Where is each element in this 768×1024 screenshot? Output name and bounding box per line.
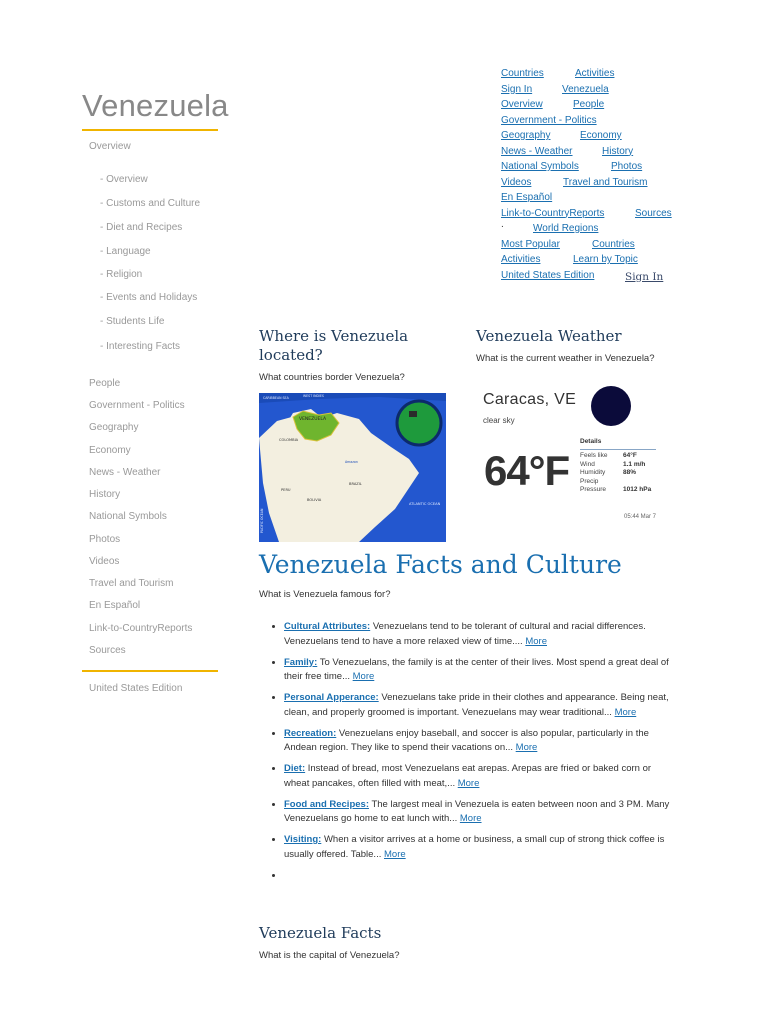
weather-detail-row xyxy=(580,452,651,461)
map-label-peru: PERU xyxy=(281,488,291,492)
fact-more-link[interactable]: More xyxy=(515,742,538,753)
map-label-colombia: COLOMBIA xyxy=(279,438,299,442)
site-title[interactable]: Venezuela xyxy=(82,88,229,123)
map-label-bolivia: BOLIVIA xyxy=(307,498,322,502)
weather-detail-label: Precip xyxy=(580,477,599,485)
weather-detail-value: 64°F xyxy=(623,452,637,459)
fact-text: When a visitor arrives at a home or business, a small cup of strong thick coffee is usually offered. Table... xyxy=(284,834,665,860)
sidebar-subitem-diet-and-recipes[interactable]: - Diet and Recipes xyxy=(100,222,183,233)
fact-text: To Venezuelans, the family is at the center of their lives. Most spend a great deal of their free time... xyxy=(284,656,669,682)
top-nav-row xyxy=(501,82,681,98)
top-nav-row xyxy=(501,221,681,237)
weather-detail-label: Feels like xyxy=(580,452,608,459)
top-nav-link-overview[interactable]: Overview xyxy=(501,99,543,110)
top-nav-link-countries[interactable]: Countries xyxy=(501,68,544,79)
top-nav-link-travel-and-tourism[interactable]: Travel and Tourism xyxy=(563,176,648,188)
fact-label-link[interactable]: Food and Recipes: xyxy=(284,798,369,810)
weather-description: clear sky xyxy=(483,416,515,425)
sidebar-item-national-symbols[interactable]: National Symbols xyxy=(89,511,167,522)
fact-text: Venezuelans tend to be tolerant of cultural and racial differences. Venezuelans tend to have a more relaxed view of time.... xyxy=(284,621,646,647)
map-label-amazon: Amazon xyxy=(345,460,358,464)
map-label-ocean: ATLANTIC OCEAN xyxy=(409,502,441,506)
map-label-sea: CARIBBEAN SEA xyxy=(263,396,289,400)
weather-detail-value: 1012 hPa xyxy=(623,486,652,494)
weather-detail-label: Pressure xyxy=(580,486,607,494)
top-nav-link-government-politics[interactable]: Government - Politics xyxy=(501,114,597,126)
top-nav-link-activities[interactable]: Activities xyxy=(501,254,541,265)
top-nav-link-people[interactable]: People xyxy=(573,99,605,110)
top-nav-row xyxy=(501,144,681,160)
map-graphic xyxy=(259,393,446,542)
weather-heading: Venezuela Weather xyxy=(476,327,622,345)
fact-label-link[interactable]: Diet: xyxy=(284,763,306,774)
sidebar-item-people[interactable]: People xyxy=(89,378,121,389)
weather-detail-label: Wind xyxy=(580,460,595,468)
sidebar-item-geography[interactable]: Geography xyxy=(89,422,139,433)
top-nav-link-videos[interactable]: Videos xyxy=(501,176,532,188)
top-nav-link-united-states-edition[interactable]: United States Edition xyxy=(501,269,595,281)
top-nav-row xyxy=(501,97,681,113)
top-nav-link-countries[interactable]: Countries xyxy=(592,238,635,250)
fact-label-link[interactable]: Family: xyxy=(284,656,318,668)
fact-item xyxy=(284,798,679,827)
weather-temperature: 64°F xyxy=(484,447,570,494)
fact-more-link[interactable]: More xyxy=(459,813,482,824)
fact-text: Venezuelans enjoy baseball, and soccer is also popular, particularly in the Andean region. They like to spend their vacations on... xyxy=(284,727,649,753)
top-nav-row xyxy=(501,66,681,82)
venezuela-map-image[interactable] xyxy=(259,393,446,542)
fact-label-link[interactable]: Recreation: xyxy=(284,727,337,739)
map-label-pacific: PACIFIC OCEAN xyxy=(260,508,264,533)
weather-detail-value: 1.1 m/h xyxy=(623,460,646,468)
sidebar-item-link-to-countryreports[interactable]: Link-to-CountryReports xyxy=(89,623,193,634)
weather-timestamp: 05:44 Mar 7 xyxy=(624,514,657,520)
fact-item xyxy=(284,762,679,791)
fact-label-link[interactable]: Visiting: xyxy=(284,834,322,845)
title-divider xyxy=(82,129,218,131)
fact-item-empty xyxy=(284,869,679,884)
weather-details-divider xyxy=(580,449,656,450)
weather-city: Caracas, VE xyxy=(483,391,577,408)
weather-details-table xyxy=(580,452,651,495)
fact-item xyxy=(284,656,679,685)
fact-text: Venezuelans take pride in their clothes and appearance. Being neat, clean, and properly groomed is important. Venezuelans may wear traditional... xyxy=(284,692,669,718)
map-label-brazil: BRAZIL xyxy=(349,482,362,486)
sidebar-item-economy[interactable]: Economy xyxy=(89,445,131,456)
facts-subtitle: What is Venezuela famous for? xyxy=(259,589,391,600)
top-nav-link-sign-in[interactable]: Sign In xyxy=(501,83,533,95)
venezuela-facts-subtitle: What is the capital of Venezuela? xyxy=(259,950,400,961)
sidebar-item-travel-and-tourism[interactable]: Travel and Tourism xyxy=(89,578,174,589)
top-nav-link-economy[interactable]: Economy xyxy=(580,130,622,141)
fact-more-link[interactable]: More xyxy=(525,635,547,647)
top-nav-link-learn-by-topic[interactable]: Learn by Topic xyxy=(573,254,638,265)
sidebar-divider xyxy=(82,670,218,672)
fact-more-link[interactable]: More xyxy=(384,848,406,860)
sidebar-subitem-customs-and-culture[interactable]: - Customs and Culture xyxy=(100,198,201,209)
weather-subtitle: What is the current weather in Venezuela? xyxy=(476,353,655,364)
top-nav-link-activities[interactable]: Activities xyxy=(575,68,615,79)
top-nav-row xyxy=(501,190,681,206)
fact-item xyxy=(284,727,679,756)
map-label-west-indies: WEST INDIES xyxy=(303,394,324,398)
weather-detail-value: 88% xyxy=(623,469,637,477)
location-subtitle: What countries border Venezuela? xyxy=(259,372,405,383)
top-nav-link-news-weather[interactable]: News - Weather xyxy=(501,145,573,157)
sidebar-subitem-students-life[interactable]: - Students Life xyxy=(100,316,165,327)
top-nav-link-sources[interactable]: Sources xyxy=(635,207,672,219)
fact-text: Instead of bread, most Venezuelans eat arepas. Arepas are fried or baked corn or wheat pancakes, often filled with meat,... xyxy=(284,763,652,789)
sidebar-subitem-religion[interactable]: - Religion xyxy=(100,269,143,280)
top-nav-row xyxy=(501,206,681,222)
sidebar-item-edition[interactable]: United States Edition xyxy=(89,683,183,694)
top-nav-link-photos[interactable]: Photos xyxy=(611,161,643,172)
fact-item xyxy=(284,833,679,862)
location-heading: Where is Venezuela located? xyxy=(259,327,409,364)
map-label-venezuela: VENEZUELA xyxy=(299,417,327,422)
top-nav-link-world-regions[interactable]: World Regions xyxy=(533,223,599,234)
weather-detail-value xyxy=(623,478,651,487)
weather-detail-row xyxy=(580,461,651,470)
weather-detail-label: Humidity xyxy=(580,469,606,477)
fact-label-link[interactable]: Personal Apperance: xyxy=(284,692,379,703)
top-nav-link-en-espa-ol[interactable]: En Español xyxy=(501,192,553,203)
facts-heading: Venezuela Facts and Culture xyxy=(259,550,622,579)
fact-item xyxy=(284,620,679,649)
facts-list xyxy=(271,620,679,890)
top-nav-link-venezuela[interactable]: Venezuela xyxy=(562,83,609,95)
sidebar-item-overview[interactable]: Overview xyxy=(89,141,131,152)
top-nav-row xyxy=(501,159,681,175)
top-nav-link-sign-in[interactable]: Sign In xyxy=(625,270,664,283)
top-nav-link-history[interactable]: History xyxy=(602,145,634,157)
sidebar-item-sources[interactable]: Sources xyxy=(89,645,126,656)
top-nav-link-national-symbols[interactable]: National Symbols xyxy=(501,161,579,172)
sidebar-item-news-weather[interactable]: News - Weather xyxy=(89,467,161,478)
weather-details-heading: Details xyxy=(580,438,602,445)
fact-item xyxy=(284,691,679,720)
weather-detail-row xyxy=(580,486,651,495)
top-nav-row xyxy=(501,268,681,284)
top-nav-link-link-to-countryreports[interactable]: Link-to-CountryReports xyxy=(501,207,605,219)
fact-label-link[interactable]: Cultural Attributes: xyxy=(284,621,371,632)
sidebar-item-history[interactable]: History xyxy=(89,489,121,500)
fact-text: The largest meal in Venezuela is eaten between noon and 3 PM. Many Venezuelans go home to eat lunch with... xyxy=(284,798,670,824)
top-nav xyxy=(501,66,681,283)
sidebar-subitem-events-and-holidays[interactable]: - Events and Holidays xyxy=(100,292,198,303)
fact-more-link[interactable]: More xyxy=(352,671,375,682)
top-nav-row xyxy=(501,113,681,129)
weather-detail-row xyxy=(580,478,651,487)
top-nav-row xyxy=(501,128,681,144)
sidebar-subitem-overview[interactable]: - Overview xyxy=(100,174,148,185)
sidebar-item-photos[interactable]: Photos xyxy=(89,534,121,545)
sidebar-item-en-espa-ol[interactable]: En Español xyxy=(89,600,141,611)
sidebar-item-government-politics[interactable]: Government - Politics xyxy=(89,400,185,411)
top-nav-link-most-popular[interactable]: Most Popular xyxy=(501,238,560,250)
fact-more-link[interactable]: More xyxy=(614,706,637,718)
night-clear-icon xyxy=(591,386,631,426)
top-nav-row xyxy=(501,175,681,191)
top-nav-link-geography[interactable]: Geography xyxy=(501,130,551,141)
top-nav-row xyxy=(501,237,681,253)
nav-separator-dot: . xyxy=(501,219,504,230)
top-nav-row xyxy=(501,252,681,268)
venezuela-facts-heading: Venezuela Facts xyxy=(259,924,382,942)
sidebar-subitem-interesting-facts[interactable]: - Interesting Facts xyxy=(100,341,181,352)
weather-detail-row xyxy=(580,469,651,478)
sidebar-subitem-language[interactable]: - Language xyxy=(100,246,151,257)
fact-more-link[interactable]: More xyxy=(457,777,480,789)
sidebar-item-videos[interactable]: Videos xyxy=(89,556,120,567)
